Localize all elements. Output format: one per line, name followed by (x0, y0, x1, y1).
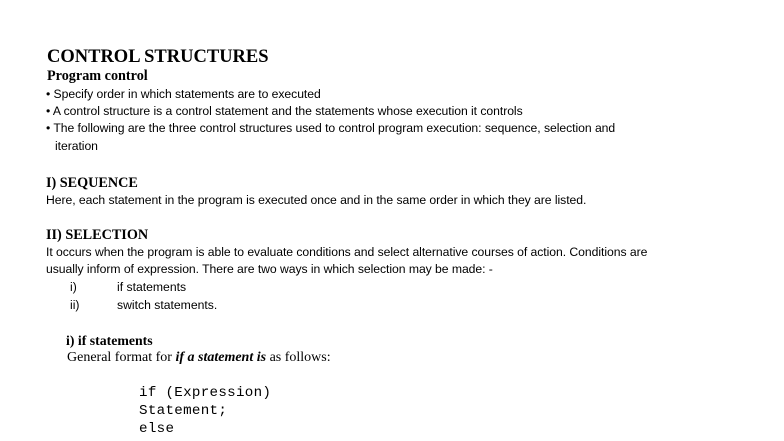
list-item-number: i) (70, 280, 77, 294)
code-line: if (Expression) (139, 385, 272, 401)
bullet-item: • A control structure is a control statement and the statements whose execution it controls (46, 104, 523, 118)
bullet-item: • Specify order in which statements are to executed (46, 87, 321, 101)
page-title: CONTROL STRUCTURES (47, 47, 269, 67)
format-suffix: as follows: (266, 350, 331, 365)
list-item-text: if statements (117, 280, 187, 294)
bullet-item: • The following are the three control structures used to control program execution: sequence, selection and (46, 121, 616, 135)
general-format-line (67, 350, 331, 366)
code-line: Statement; (139, 403, 228, 419)
sequence-heading: I) SEQUENCE (46, 175, 138, 191)
selection-text-line: It occurs when the program is able to evaluate conditions and select alternative courses of action. Conditions are (46, 245, 648, 259)
format-prefix: General format for (67, 350, 176, 365)
if-statements-heading: i) if statements (66, 333, 153, 348)
sequence-text: Here, each statement in the program is executed once and in the same order in which they are listed. (46, 193, 587, 207)
list-item-number: ii) (70, 298, 80, 312)
format-emphasis: if a statement (175, 350, 254, 365)
selection-text-line: usually inform of expression. There are two ways in which selection may be made: - (46, 262, 493, 276)
code-line: else (139, 421, 175, 437)
format-emphasis: is (256, 350, 267, 365)
selection-heading: II) SELECTION (46, 227, 149, 243)
section-subtitle: Program control (47, 68, 148, 84)
list-item-text: switch statements. (117, 298, 218, 312)
bullet-continuation: iteration (55, 139, 98, 153)
